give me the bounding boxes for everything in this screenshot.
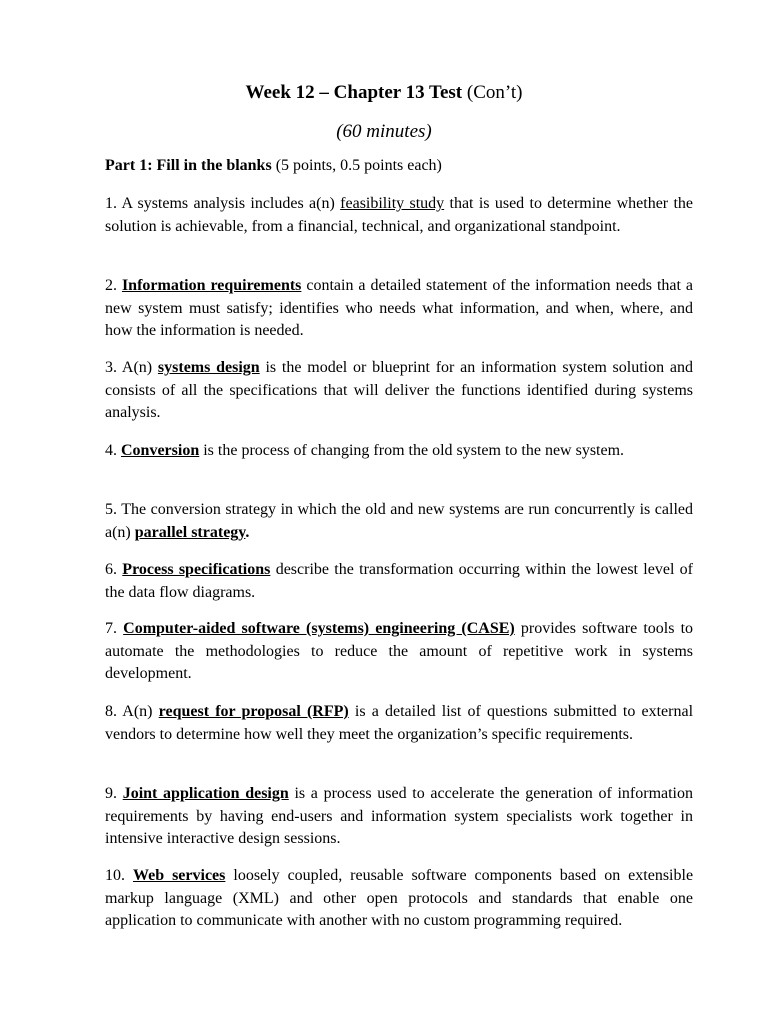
question-number: 6. — [105, 561, 117, 578]
question-text-after: is a process used to accelerate the generation of information requirements by having end-users and information system specialists work together in intensive interactive design sessions. — [105, 785, 694, 847]
question-4 — [105, 440, 693, 463]
question-answer: Web services — [132, 867, 226, 884]
question-6 — [105, 559, 693, 604]
page-subtitle: (60 minutes) — [336, 121, 432, 142]
question-8 — [105, 701, 693, 746]
question-answer: request for proposal (RFP) — [158, 703, 349, 720]
question-number: 10. — [105, 867, 125, 884]
question-text-after: is the process of changing from the old system to the new system. — [203, 442, 625, 459]
question-answer: Process specifications — [122, 561, 271, 578]
question-text-before: The conversion strategy in which the old and new systems are run concurrently is called a(n) — [105, 501, 693, 541]
question-number: 7. — [105, 620, 117, 637]
question-answer: Information requirements — [121, 277, 302, 294]
question-answer: Computer-aided software (systems) engineering (CASE) — [123, 620, 515, 637]
question-text-before: A(n) — [122, 703, 153, 720]
question-text-after: is the model or blueprint for an information system solution and consists of all the specifications that will deliver the functions identified during systems analysis. — [105, 359, 693, 421]
part-label: Part 1: Fill in the blanks — [105, 157, 272, 174]
question-number: 1. — [105, 195, 117, 212]
question-number: 9. — [105, 785, 117, 802]
question-answer: parallel strategy — [134, 523, 246, 541]
question-2 — [105, 275, 693, 343]
page-title — [0, 80, 768, 106]
question-number: 4. — [105, 442, 117, 459]
part-points: (5 points, 0.5 points each) — [275, 157, 442, 174]
question-number: 3. — [105, 359, 117, 376]
title-continued: (Con’t) — [466, 82, 523, 103]
question-text-after: is a detailed list of questions submitted to external vendors to determine how well they meet the organization’s specific requirements. — [105, 703, 694, 743]
question-answer: Conversion — [121, 442, 200, 459]
question-1 — [105, 193, 693, 238]
question-10 — [105, 865, 693, 933]
question-3 — [105, 357, 693, 425]
question-text-after: loosely coupled, reusable software components based on extensible markup language (XML) and other open protocols and standards that enable one application to communicate with another with no custom programming required. — [105, 867, 694, 929]
question-number: 5. — [105, 501, 117, 518]
question-answer: Joint application design — [122, 785, 289, 802]
question-9 — [105, 783, 693, 851]
title-main: Week 12 – Chapter 13 Test — [245, 82, 463, 103]
question-text-after: . — [245, 523, 250, 541]
question-text-after: that is used to determine whether the solution is achievable, from a financial, technical, and organizational standpoint. — [105, 195, 694, 235]
question-text-after: contain a detailed statement of the information needs that a new system must satisfy; identifies who needs what information, and when, where, and how the information is needed. — [105, 277, 694, 339]
question-7 — [105, 618, 693, 686]
question-text-before: A(n) — [121, 359, 153, 376]
question-answer: feasibility study — [340, 195, 445, 212]
question-text-before: A systems analysis includes a(n) — [121, 195, 335, 212]
question-text-after: describe the transformation occurring within the lowest level of the data flow diagrams. — [105, 561, 694, 601]
question-5 — [105, 499, 693, 544]
question-number: 2. — [105, 277, 117, 294]
question-answer: systems design — [157, 359, 260, 376]
question-number: 8. — [105, 703, 117, 720]
question-text-after: provides software tools to automate the methodologies to reduce the amount of repetitive work in systems development. — [105, 620, 694, 682]
part-heading — [105, 155, 442, 177]
